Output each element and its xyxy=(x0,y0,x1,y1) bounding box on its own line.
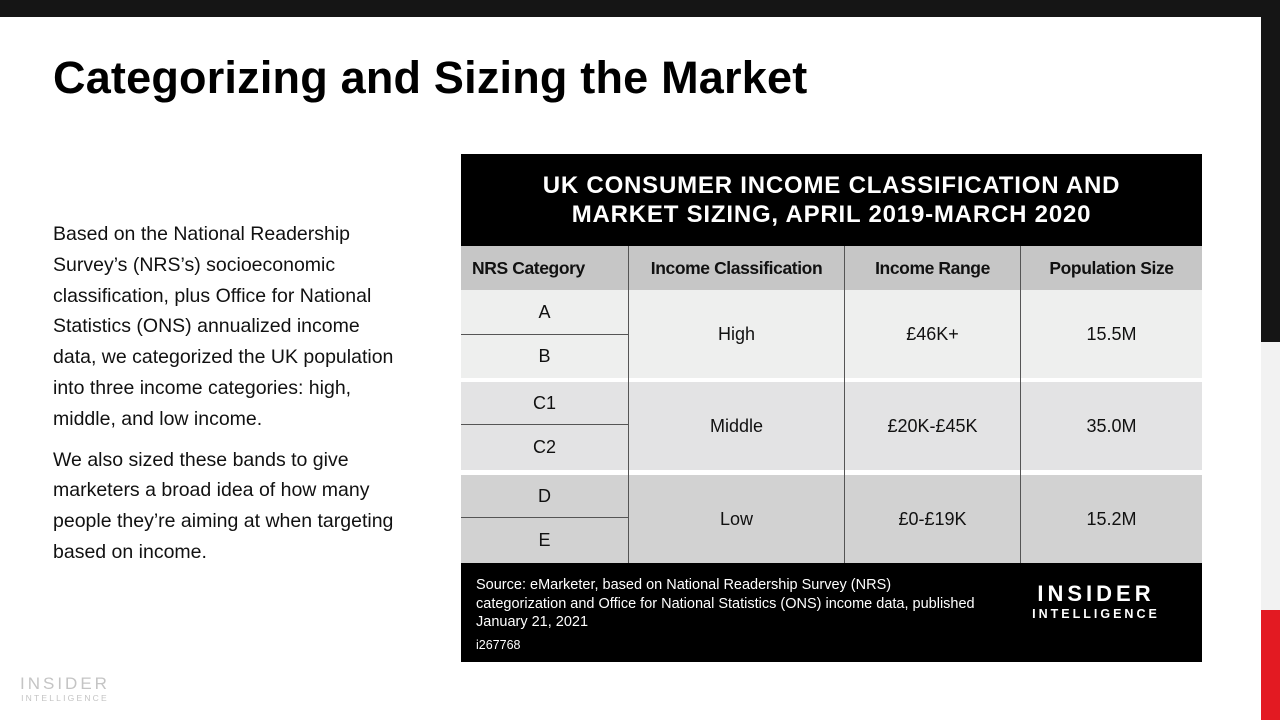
footer-logo xyxy=(20,675,110,704)
column-header-income-classification: Income Classification xyxy=(629,246,844,290)
right-accent-bar-light xyxy=(1261,342,1280,610)
population-cell-low: 15.2M xyxy=(1086,508,1137,529)
column-divider xyxy=(1020,246,1021,563)
footer-logo-line2: INTELLIGENCE xyxy=(21,693,109,703)
classification-cell-middle: Middle xyxy=(709,415,764,436)
footer-logo-line1: INSIDER xyxy=(20,674,110,693)
income-table-card xyxy=(461,154,1202,662)
range-cell-low: £0-£19K xyxy=(898,508,967,529)
right-accent-bar-red xyxy=(1261,610,1280,720)
column-divider xyxy=(628,246,629,563)
column-header-population-size: Population Size xyxy=(1021,246,1202,290)
right-accent-bar-dark xyxy=(1261,17,1280,342)
range-cell-middle: £20K-£45K xyxy=(887,415,978,436)
population-cell-high: 15.5M xyxy=(1086,323,1137,344)
table-row-middle xyxy=(461,382,1202,470)
body-paragraph-2: We also sized these bands to give marketers a broad idea of how many people they’re aiming at when targeting based on income. xyxy=(53,448,394,563)
category-cell-d: D xyxy=(538,485,551,506)
source-note: Source: eMarketer, based on National Readership Survey (NRS) categorization and Office for National Statistics (ONS) income data, published January 21, 2021 xyxy=(476,577,975,631)
category-cell-a: A xyxy=(538,301,551,322)
column-header-nrs-category: NRS Category xyxy=(461,246,628,290)
insider-intelligence-logo xyxy=(1021,582,1171,622)
column-header-income-range: Income Range xyxy=(845,246,1020,290)
category-cell-c1: C1 xyxy=(532,392,556,413)
card-logo-line2: INTELLIGENCE xyxy=(1032,607,1160,621)
table-title xyxy=(461,154,1202,246)
category-cell-b: B xyxy=(538,346,551,366)
column-divider xyxy=(844,246,845,563)
table-title-line2: MARKET SIZING, APRIL 2019-MARCH 2020 xyxy=(571,201,1092,228)
band-gap xyxy=(461,378,1202,382)
body-paragraph-1: Based on the National Readership Survey’s (NRS’s) socioeconomic classification, plus Office for National Statistics (ONS) annualized income data, we categorized the UK population into three income categories: high, middle, and low income. xyxy=(53,223,394,430)
population-cell-middle: 35.0M xyxy=(1086,415,1137,436)
range-cell-high: £46K+ xyxy=(906,323,959,344)
card-logo-line1: INSIDER xyxy=(1037,581,1155,606)
body-text xyxy=(53,219,408,578)
slide-title: Categorizing and Sizing the Market xyxy=(53,52,808,103)
table-row-low xyxy=(461,475,1202,563)
table-row-high xyxy=(461,290,1202,378)
category-cell-e: E xyxy=(538,530,551,550)
income-table xyxy=(461,246,1202,563)
table-title-line1: UK CONSUMER INCOME CLASSIFICATION AND xyxy=(542,172,1121,199)
chart-id: i267768 xyxy=(476,638,521,652)
top-bar xyxy=(0,0,1280,17)
band-gap xyxy=(461,470,1202,475)
classification-cell-low: Low xyxy=(719,508,754,529)
classification-cell-high: High xyxy=(717,323,756,344)
category-cell-c2: C2 xyxy=(532,437,556,457)
